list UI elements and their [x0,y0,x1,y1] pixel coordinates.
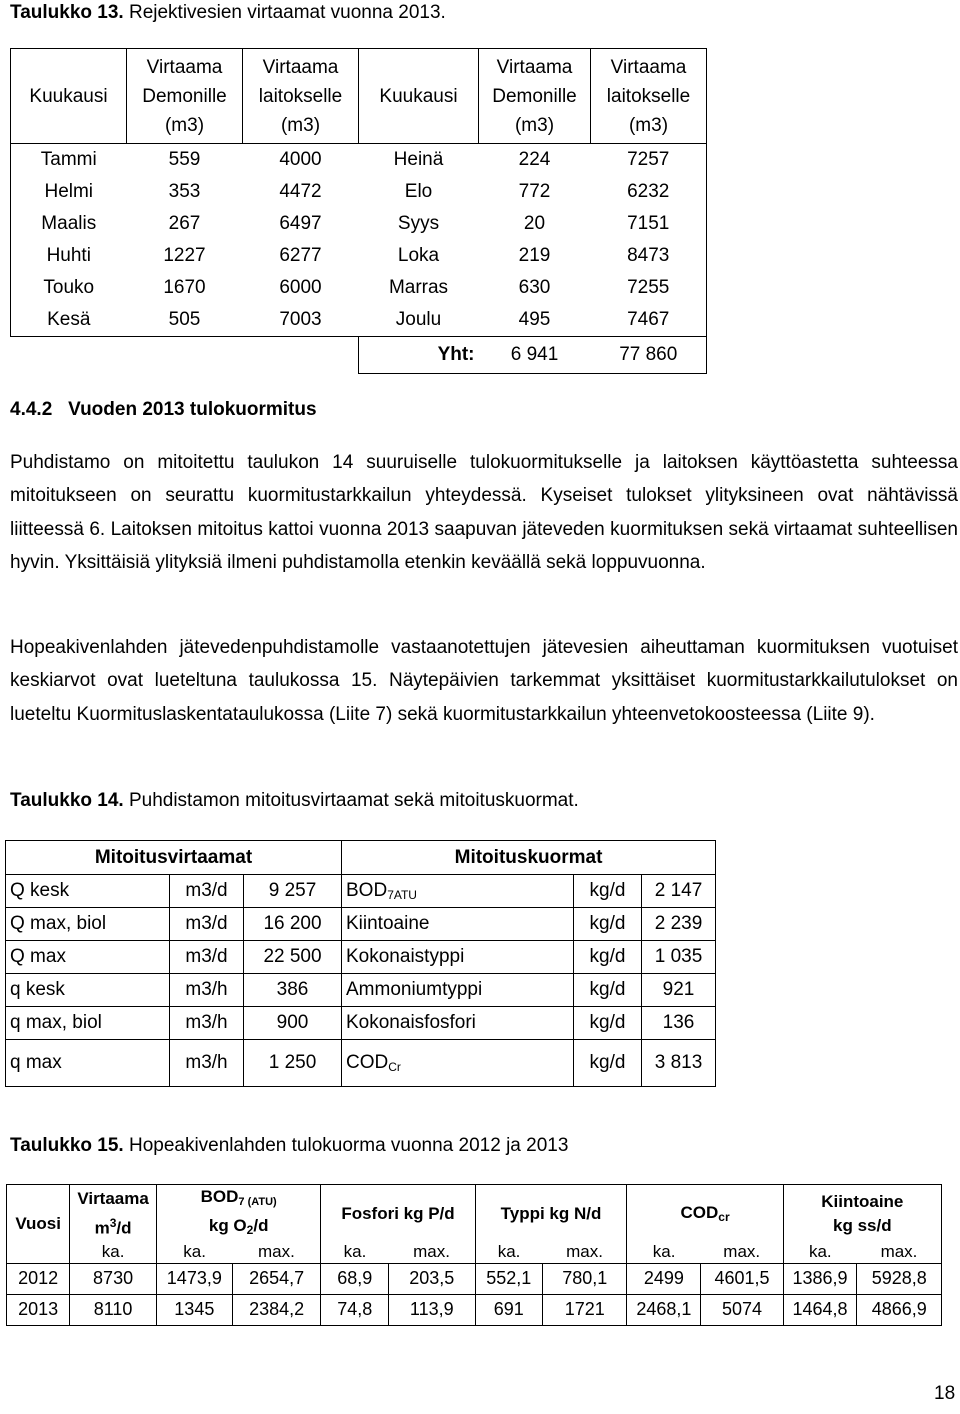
t13-cell: 1670 [163,277,206,298]
t15-h-cod [627,1185,783,1243]
t13-cell: 559 [168,149,201,170]
t15-sub-ka: ka. [783,1242,857,1263]
t15-cell: 2013 [7,1294,70,1325]
t13-header: Virtaama laitokselle (m3) [591,49,707,144]
t15-cell: 691 [475,1294,543,1325]
t14-load-value: 2 147 [642,875,716,908]
t15-sub-ka: ka. [627,1242,701,1263]
t15-h-typpi: Typpi kg N/d [475,1185,627,1243]
t15-sub-max: max. [389,1242,476,1263]
t15-cell: 1386,9 [783,1263,857,1294]
t13-cell: 1227 [163,245,206,266]
t15-h-virtaama [70,1185,157,1243]
t15-cell: 203,5 [389,1263,476,1294]
t13-cell: Helmi [44,181,94,202]
t14-unit: m3/d [170,941,244,974]
t13-cell: 7467 [627,309,670,330]
t13-cell: 224 [518,149,551,170]
t13-cell: 4000 [279,149,322,170]
t13-cell: 8473 [627,245,670,266]
t15-sub-ka: ka. [156,1242,232,1263]
t13-cell: Joulu [395,309,442,330]
t14-unit: m3/d [170,875,244,908]
t15-h-vuosi: Vuosi [7,1185,70,1264]
t13-cell: 630 [518,277,551,298]
t13-cell: 7257 [627,149,670,170]
table14-caption-text: Puhdistamon mitoitusvirtaamat sekä mitoituskuormat. [123,790,579,811]
t14-load: Kokonaisfosfori [342,1007,574,1040]
t15-h-virtaama-unit: m [94,1218,110,1238]
t13-cell: 495 [518,309,551,330]
t15-cell: 2468,1 [627,1294,701,1325]
t13-header: Kuukausi [11,49,127,144]
t14-load-sub: Cr [388,1060,401,1074]
table13 [10,48,707,374]
t15-h-fosfori: Fosfori kg P/d [321,1185,475,1243]
t14-load-unit: kg/d [574,974,642,1007]
table15-caption [10,1135,568,1157]
t14-unit: m3/h [170,1040,244,1087]
t15-cell: 68,9 [321,1263,389,1294]
t15-sub-ka: ka. [475,1242,543,1263]
t14-load: Ammoniumtyppi [342,974,574,1007]
section-number: 4.4.2 [10,399,53,420]
t15-sub-max: max. [857,1242,942,1263]
t15-cell: 1345 [156,1294,232,1325]
t13-cell: 4472 [279,181,322,202]
table15 [6,1184,942,1326]
t14-value: 900 [244,1007,342,1040]
t15-cell: 113,9 [389,1294,476,1325]
t15-cell: 4601,5 [701,1263,783,1294]
t15-sub-max: max. [232,1242,321,1263]
table15-caption-text: Hopeakivenlahden tulokuorma vuonna 2012 ja 2013 [123,1135,569,1156]
t13-cell: Syys [397,213,440,234]
t14-load-unit: kg/d [574,1040,642,1087]
t13-cell: 7255 [627,277,670,298]
t13-cell: 6232 [627,181,670,202]
t14-flow: Q kesk [6,875,170,908]
t15-h-bod-unit-sub: 2 [246,1223,254,1237]
t15-h-kiinto-unit: kg ss/d [833,1215,892,1235]
t15-cell: 8730 [70,1263,157,1294]
t13-cell: Huhti [46,245,91,266]
t14-value: 9 257 [244,875,342,908]
t13-cell: 219 [518,245,551,266]
table13-caption-text: Rejektivesien virtaamat vuonna 2013. [123,2,446,23]
t13-header: Virtaama Demonille (m3) [127,49,243,144]
t14-header-right: Mitoituskuormat [342,841,716,875]
t14-flow: q max, biol [6,1007,170,1040]
t13-cell: Heinä [393,149,444,170]
t14-load-value: 3 813 [642,1040,716,1087]
t14-flow: Q max [6,941,170,974]
table14 [5,840,716,1087]
t14-flow: q max [6,1040,170,1087]
t15-cell: 1721 [543,1294,627,1325]
t13-cell: 267 [168,213,201,234]
t15-cell: 2499 [627,1263,701,1294]
table15-caption-label: Taulukko 15. [10,1135,124,1156]
t15-cell: 2654,7 [232,1263,321,1294]
t15-h-virtaama-sup: 3 [109,1215,117,1230]
t14-load-unit: kg/d [574,908,642,941]
t15-h-virtaama-tail: /d [116,1218,132,1238]
t13-header: Virtaama laitokselle (m3) [243,49,359,144]
t15-h-cod-sub: cr [718,1210,730,1224]
t15-h-kiinto-label: Kiintoaine [821,1191,904,1211]
t15-h-bod-label: BOD [200,1187,239,1206]
t13-total-label: Yht: [359,337,479,374]
t13-cell: Loka [397,245,440,266]
t15-cell: 1464,8 [783,1294,857,1325]
page-number: 18 [934,1383,956,1404]
t14-load-value: 136 [642,1007,716,1040]
t15-cell: 5074 [701,1294,783,1325]
t14-unit: m3/h [170,1007,244,1040]
t14-load [342,1040,574,1087]
t15-cell: 2012 [7,1263,70,1294]
t15-cell: 74,8 [321,1294,389,1325]
section-title: Vuoden 2013 tulokuormitus [68,399,317,420]
t13-cell: 20 [523,213,546,234]
t13-cell: Tammi [40,149,97,170]
t15-sub-max: max. [543,1242,627,1263]
t15-cell: 552,1 [475,1263,543,1294]
t15-sub-ka: ka. [70,1242,157,1263]
t13-cell: Elo [404,181,433,202]
t14-load-value: 2 239 [642,908,716,941]
t15-sub-ka: ka. [321,1242,389,1263]
table13-caption-label: Taulukko 13. [10,2,124,23]
t13-header: Virtaama Demonille (m3) [479,49,591,144]
t13-total-demo: 6 941 [479,337,591,374]
t14-load-unit: kg/d [574,1007,642,1040]
t14-load-unit: kg/d [574,941,642,974]
t14-load [342,875,574,908]
paragraph-2: Hopeakivenlahden jätevedenpuhdistamolle vastaanotettujen jätevesien aiheuttaman kuormituksen vuotuiset keskiarvot ovat lueteltuna taulukossa 15. Näytepäivien tarkemmat yksittäiset kuormitustarkkailutulokset on lueteltu Kuormituslaskentataulukossa (Liite 7) sekä kuormitustarkkailun yhteenvetokoosteessa (Liite 9). [10,637,958,725]
t15-h-cod-label: COD [680,1203,719,1222]
t14-load: Kokonaistyppi [342,941,574,974]
t14-load-value: 1 035 [642,941,716,974]
t13-total-laitos: 77 860 [591,337,707,374]
t14-load-sub: 7ATU [387,888,417,902]
t13-cell: Marras [388,277,449,298]
t15-cell: 8110 [70,1294,157,1325]
t14-load-name: COD [346,1052,389,1073]
t13-cell: 6000 [279,277,322,298]
t13-cell: 353 [168,181,201,202]
t14-load-value: 921 [642,974,716,1007]
t15-cell: 1473,9 [156,1263,232,1294]
t14-load: Kiintoaine [342,908,574,941]
t13-cell: 6497 [279,213,322,234]
t14-header-left: Mitoitusvirtaamat [6,841,342,875]
t13-cell: 6277 [279,245,322,266]
t14-value: 1 250 [244,1040,342,1087]
paragraph-1: Puhdistamo on mitoitettu taulukon 14 suuruiselle tulokuormitukselle ja laitoksen käyttöastetta suhteessa mitoitukseen on seurattu kuormitustarkkailun yhteydessä. Kyseiset tulokset ylityksineen ovat nähtävissä liitteessä 6. Laitoksen mitoitus kattoi vuonna 2013 saapuvan jäteveden kuormituksen sekä virtaamat suhteellisen hyvin. Yksittäisiä ylityksiä ilmeni puhdistamolla etenkin keväällä sekä loppuvuonna. [10,452,958,573]
t14-flow: q kesk [6,974,170,1007]
t13-cell: 7003 [279,309,322,330]
t14-value: 386 [244,974,342,1007]
t13-cell: 505 [168,309,201,330]
t14-load-name: BOD [346,880,388,901]
t14-unit: m3/d [170,908,244,941]
t13-cell: Maalis [41,213,97,234]
t15-cell: 4866,9 [857,1294,942,1325]
t15-h-bod-unit-tail: /d [253,1216,269,1235]
t13-cell: 772 [518,181,551,202]
t15-cell: 780,1 [543,1263,627,1294]
section-heading [10,399,317,421]
table14-caption-label: Taulukko 14. [10,790,124,811]
t15-h-virtaama-label: Virtaama [77,1188,149,1208]
t14-value: 22 500 [244,941,342,974]
table13-caption [10,2,446,24]
t15-h-bod [156,1185,321,1243]
t13-cell: Kesä [47,309,91,330]
t13-header: Kuukausi [359,49,479,144]
t15-h-bod-sub: 7 (ATU) [238,1196,277,1208]
t14-unit: m3/h [170,974,244,1007]
t13-cell: Touko [43,277,95,298]
t14-value: 16 200 [244,908,342,941]
t14-flow: Q max, biol [6,908,170,941]
t15-cell: 2384,2 [232,1294,321,1325]
t15-h-kiinto [783,1185,941,1243]
t15-sub-max: max. [701,1242,783,1263]
t15-cell: 5928,8 [857,1263,942,1294]
t15-h-bod-unit: kg O [208,1216,247,1235]
t14-load-unit: kg/d [574,875,642,908]
table14-caption [10,790,579,812]
t13-cell: 7151 [627,213,670,234]
